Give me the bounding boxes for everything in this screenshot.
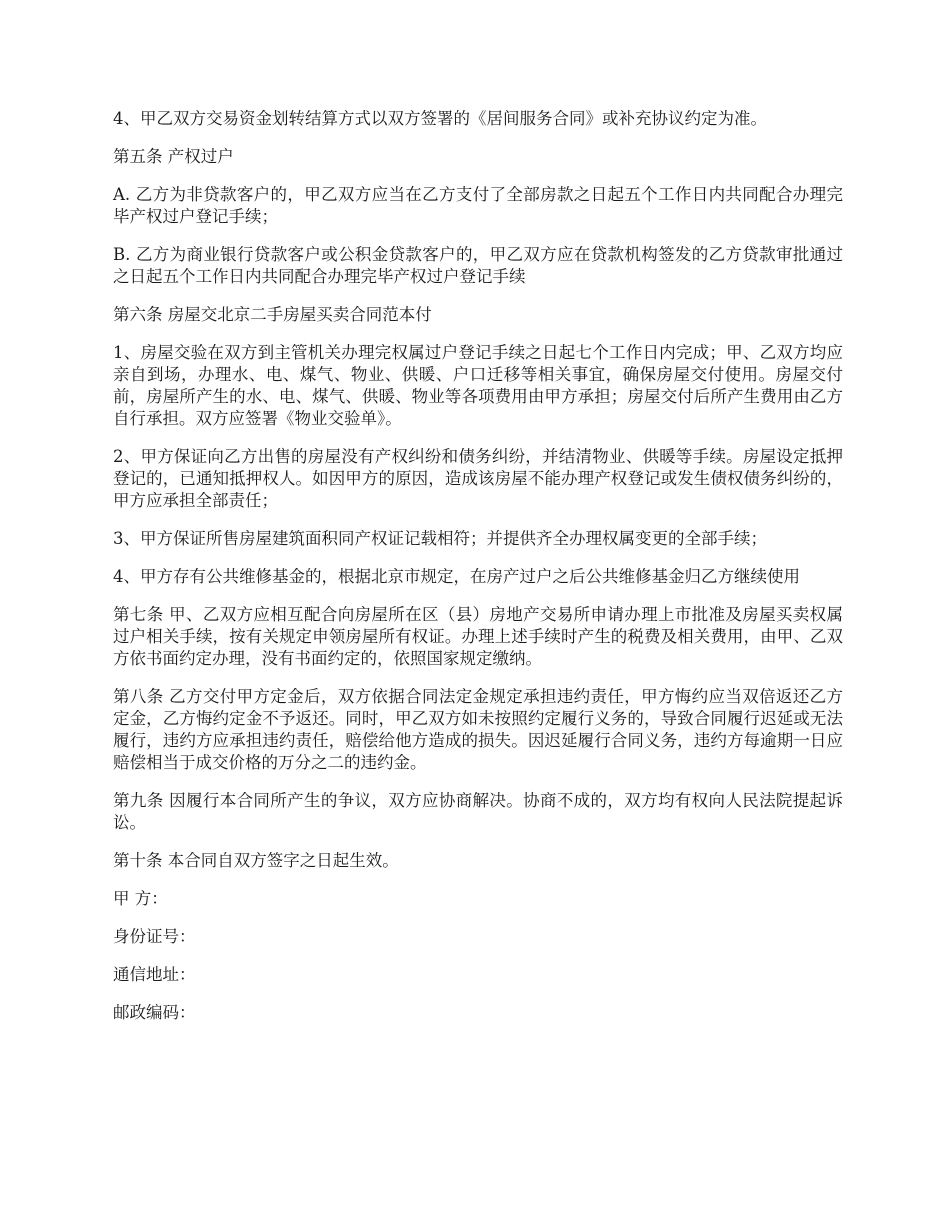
party-a-label: 甲 方： xyxy=(113,889,168,908)
document-page xyxy=(113,108,843,1040)
postal-code-label: 邮政编码： xyxy=(113,1003,196,1022)
article-6-item-2: 2、甲方保证向乙方出售的房屋没有产权纠纷和债务纠纷，并结清物业、供暖等手续。房屋设定抵押登记的，已通知抵押权人。如因甲方的原因，造成该房屋不能办理产权登记或发生债权债务纠纷的，甲方应承担全部责任； xyxy=(113,447,843,510)
id-number-label: 身份证号： xyxy=(113,927,196,946)
article-7: 第七条 甲、乙双方应相互配合向房屋所在区（县）房地产交易所申请办理上市批准及房屋买卖权属过户相关手续，按有关规定申领房屋所有权证。办理上述手续时产生的税费及相关费用，由甲、乙双方依书面约定办理，没有书面约定的，依照国家规定缴纳。 xyxy=(113,605,843,668)
clause-4-payment-settlement: 4、甲乙双方交易资金划转结算方式以双方签署的《居间服务合同》或补充协议约定为准。 xyxy=(113,109,767,128)
article-10: 第十条 本合同自双方签字之日起生效。 xyxy=(113,851,399,870)
article-5-item-b: B. 乙方为商业银行贷款客户或公积金贷款客户的，甲乙双方应在贷款机构签发的乙方贷款审批通过之日起五个工作日内共同配合办理完毕产权过户登记手续 xyxy=(113,245,843,286)
article-6-item-4: 4、甲方存有公共维修基金的，根据北京市规定，在房产过户之后公共维修基金归乙方继续使用 xyxy=(113,567,800,586)
article-6-item-3: 3、甲方保证所售房屋建筑面积同产权证记载相符；并提供齐全办理权属变更的全部手续； xyxy=(113,529,767,548)
address-label: 通信地址： xyxy=(113,965,196,984)
article-5-heading: 第五条 产权过户 xyxy=(113,147,234,166)
article-5-item-a: A. 乙方为非贷款客户的，甲乙双方应当在乙方支付了全部房款之日起五个工作日内共同配合办理完毕产权过户登记手续； xyxy=(113,185,843,226)
article-9: 第九条 因履行本合同所产生的争议，双方应协商解决。协商不成的，双方均有权向人民法院提起诉讼。 xyxy=(113,791,843,832)
article-6-heading: 第六条 房屋交北京二手房屋买卖合同范本付 xyxy=(113,305,432,324)
article-8: 第八条 乙方交付甲方定金后，双方依据合同法定金规定承担违约责任，甲方悔约应当双倍返还乙方定金，乙方悔约定金不予返还。同时，甲乙双方如未按照约定履行义务的，导致合同履行迟延或无法履行，违约方应承担违约责任，赔偿给他方造成的损失。因迟延履行合同义务，违约方每逾期一日应赔偿相当于成交价格的万分之二的违约金。 xyxy=(113,687,843,772)
article-6-item-1: 1、房屋交验在双方到主管机关办理完权属过户登记手续之日起七个工作日内完成；甲、乙双方均应亲自到场，办理水、电、煤气、物业、供暖、户口迁移等相关事宜，确保房屋交付使用。房屋交付前，房屋所产生的水、电、煤气、供暖、物业等各项费用由甲方承担；房屋交付后所产生费用由乙方自行承担。双方应签署《物业交验单》。 xyxy=(113,343,843,428)
